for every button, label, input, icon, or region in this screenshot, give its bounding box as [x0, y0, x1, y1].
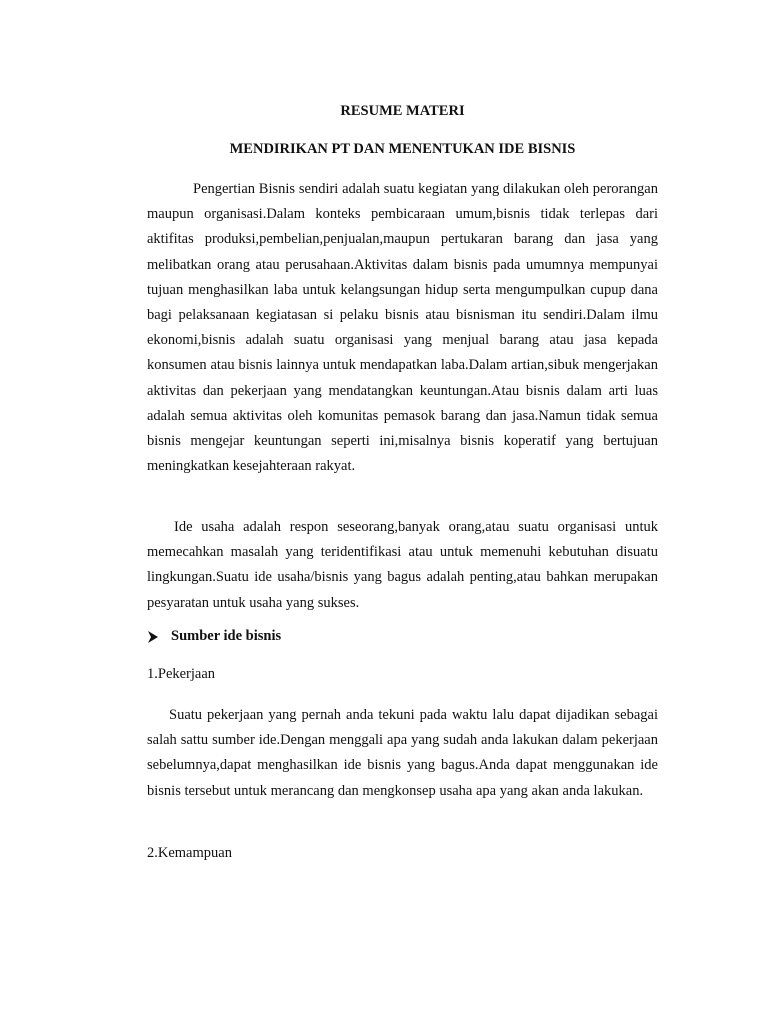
bullet-heading [147, 628, 281, 645]
bullet-heading-text: Sumber ide bisnis [171, 628, 282, 644]
document-title: RESUME MATERI [340, 103, 465, 119]
paragraph-pengertian-bisnis: Pengertian Bisnis sendiri adalah suatu kegiatan yang dilakukan oleh perorangan maupun organisasi.Dalam konteks pembicaraan umum,bisnis tidak terlepas dari aktifitas produksi,pembelian,penjualan,maupun pertukaran barang dan jasa yang melibatkan orang atau perusahaan.Aktivitas dalam bisnis pada umumnya mempunyai tujuan menghasilkan laba untuk kelangsungan hidup serta mengumpulkan cupup dana bagi pelaksanaan kegiatasan si pelaku bisnis atau bisnisman itu sendiri.Dalam ilmu ekonomi,bisnis adalah suatu organisasi yang menjual barang atau jasa kepada konsumen atau bisnis lainnya untuk mendapatkan laba.Dalam artian,sibuk mengerjakan aktivitas dan pekerjaan yang mendatangkan keuntungan.Atau bisnis dalam arti luas adalah semua aktivitas oleh komunitas pemasok barang dan jasa.Namun tidak semua bisnis mengejar keuntungan seperti ini,misalnya bisnis koperatif yang bertujuan meningkatkan kesejahteraan rakyat. [147, 181, 658, 475]
paragraph-pekerjaan: Suatu pekerjaan yang pernah anda tekuni pada waktu lalu dapat dijadikan sebagai salah sattu sumber ide.Dengan menggali apa yang sudah anda lakukan dalam pekerjaan sebelumnya,dapat menghasilkan ide bisnis yang bagus.Anda dapat menggunakan ide bisnis tersebut untuk merancang dan mengkonsep usaha apa yang akan anda lakukan. [147, 707, 658, 799]
list-item-pekerjaan: 1.Pekerjaan [147, 666, 216, 682]
paragraph-ide-usaha: Ide usaha adalah respon seseorang,banyak orang,atau suatu organisasi untuk memecahkan masalah yang teridentifikasi atau untuk memenuhi kebutuhan disuatu lingkungan.Suatu ide usaha/bisnis yang bagus adalah penting,atau bahkan merupakan pesyaratan untuk usaha yang sukses. [147, 519, 658, 611]
document-subtitle: MENDIRIKAN PT DAN MENENTUKAN IDE BISNIS [229, 141, 576, 157]
list-item-kemampuan: 2.Kemampuan [147, 845, 232, 861]
arrow-right-icon [147, 631, 159, 643]
